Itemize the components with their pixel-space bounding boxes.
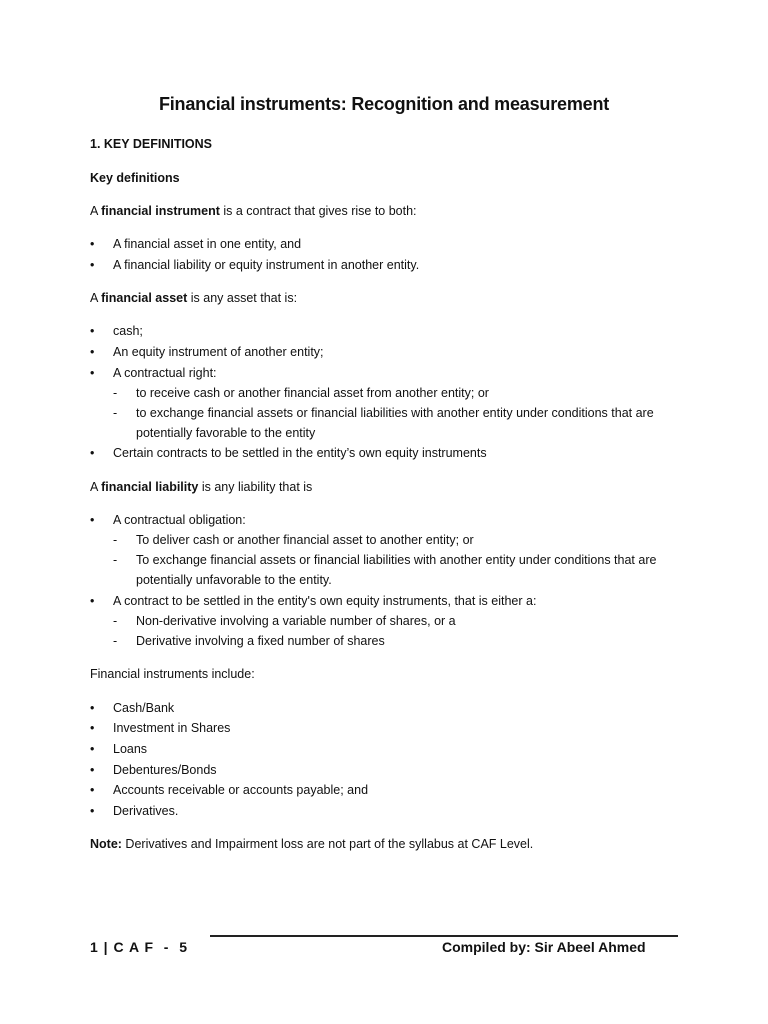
financial-asset-definition <box>90 288 297 308</box>
note-label: Note: <box>90 837 122 851</box>
sub-list-item: To deliver cash or another financial asset to another entity; or <box>136 533 474 547</box>
bullet-icon: • <box>90 804 95 818</box>
definition-term: financial liability <box>101 480 199 494</box>
bullet-icon: • <box>90 783 95 797</box>
bullet-icon: • <box>90 237 95 251</box>
bullet-icon: • <box>90 324 95 338</box>
subheading: Key definitions <box>90 171 180 185</box>
list-item: Accounts receivable or accounts payable; and <box>113 783 369 797</box>
note-text: Derivatives and Impairment loss are not part of the syllabus at CAF Level. <box>121 837 534 851</box>
includes-intro: Financial instruments include: <box>90 667 255 681</box>
dash-icon: - <box>113 386 118 400</box>
sub-list-item: Non-derivative involving a variable number of shares, or a <box>136 614 456 628</box>
list-item: Loans <box>113 742 148 756</box>
dash-icon: - <box>113 634 118 648</box>
definition-suffix: is any liability that is <box>198 480 313 494</box>
definition-suffix: is a contract that gives rise to both: <box>219 204 417 218</box>
definition-prefix: A <box>90 204 102 218</box>
list-item: An equity instrument of another entity; <box>113 345 324 359</box>
sub-list-item: Derivative involving a fixed number of shares <box>136 634 385 648</box>
bullet-icon: • <box>90 594 95 608</box>
list-item: A financial asset in one entity, and <box>113 237 302 251</box>
sub-list-item: To exchange financial assets or financial liabilities with another entity under conditions that are <box>136 553 657 567</box>
list-item: Cash/Bank <box>113 701 175 715</box>
definition-suffix: is any asset that is: <box>187 291 298 305</box>
note-paragraph <box>90 834 533 854</box>
bullet-icon: • <box>90 446 95 460</box>
dash-icon: - <box>113 406 118 420</box>
list-item: A contractual obligation: <box>113 513 246 527</box>
footer-divider <box>210 935 678 937</box>
bullet-icon: • <box>90 366 95 380</box>
bullet-icon: • <box>90 721 95 735</box>
bullet-icon: • <box>90 345 95 359</box>
bullet-icon: • <box>90 742 95 756</box>
financial-liability-definition <box>90 477 312 497</box>
bullet-icon: • <box>90 763 95 777</box>
bullet-icon: • <box>90 513 95 527</box>
bullet-icon: • <box>90 258 95 272</box>
list-item: cash; <box>113 324 143 338</box>
dash-icon: - <box>113 614 118 628</box>
list-item: Investment in Shares <box>113 721 231 735</box>
dash-icon: - <box>113 533 118 547</box>
footer-author: Compiled by: Sir Abeel Ahmed <box>442 939 646 955</box>
sub-list-item: to exchange financial assets or financial liabilities with another entity under conditions that are <box>136 406 654 420</box>
list-item: A contract to be settled in the entity's own equity instruments, that is either a: <box>113 594 537 608</box>
sub-list-item: to receive cash or another financial asset from another entity; or <box>136 386 489 400</box>
page-number: 1 | C A F - 5 <box>90 939 189 955</box>
list-item: Derivatives. <box>113 804 179 818</box>
list-item: A contractual right: <box>113 366 217 380</box>
definition-prefix: A <box>90 480 102 494</box>
definition-prefix: A <box>90 291 102 305</box>
bullet-icon: • <box>90 701 95 715</box>
definition-term: financial instrument <box>101 204 220 218</box>
list-item: Debentures/Bonds <box>113 763 217 777</box>
document-title: Financial instruments: Recognition and measurement <box>158 94 610 114</box>
sub-list-item-continuation: potentially favorable to the entity <box>136 426 316 440</box>
list-item: A financial liability or equity instrument in another entity. <box>113 258 420 272</box>
dash-icon: - <box>113 553 118 567</box>
definition-term: financial asset <box>101 291 188 305</box>
sub-list-item-continuation: potentially unfavorable to the entity. <box>136 573 332 587</box>
financial-instrument-definition <box>90 201 417 221</box>
list-item: Certain contracts to be settled in the entity’s own equity instruments <box>113 446 487 460</box>
section-heading: 1. KEY DEFINITIONS <box>90 137 213 151</box>
